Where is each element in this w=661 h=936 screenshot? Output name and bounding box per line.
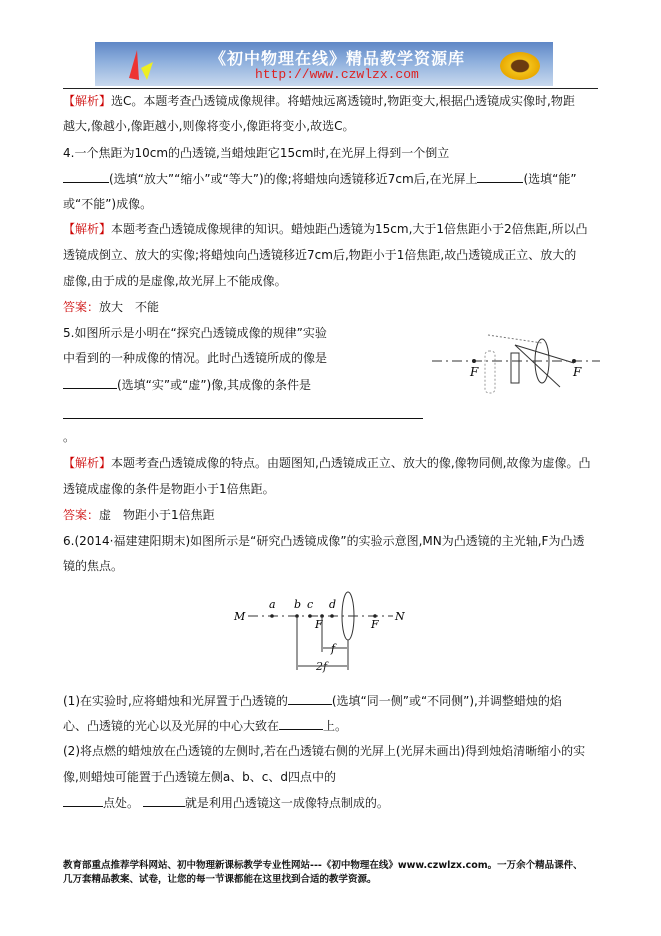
banner-title: 《初中物理在线》精品教学资源库 [210,49,466,68]
q4-text-2b: (选填“能” [523,172,577,186]
focus-label: F [315,618,323,631]
point-b-label: b [294,598,302,611]
footer-line-2: 几万套精品教案、试卷，让您的每一节课都能在这里找到合适的教学资源。 [63,874,377,885]
q5-answer: 虚 物距小于1倍焦距 [99,508,215,522]
analysis-label: 【解析】 [63,456,112,470]
header-banner [95,42,553,86]
q6-axis-diagram [228,590,408,674]
2f-label: 2f [316,660,328,673]
q4-text: 4.一个焦距为10cm的凸透镜,当蜡烛距它15cm时,在光屏上得到一个倒立 [63,146,450,160]
q6-p1-text-d: 上。 [323,719,348,733]
q6-p2-text-c: 点处。 [103,796,140,810]
q6-text-2: 镜的焦点。 [63,559,124,573]
q6-blank-3[interactable] [63,794,103,807]
q6-p1-text: (1)在实验时,应将蜡烛和光屏置于凸透镜的 [63,694,288,708]
q4-text-2: (选填“放大”“缩小”或“等大”)的像;将蜡烛向透镜移近7cm后,在光屏上 [109,172,478,186]
n-label: N [395,610,405,623]
q6-p2-text-b: 像,则蜡烛可能置于凸透镜左侧a、b、c、d四点中的 [63,770,337,784]
q5-analysis-2: 透镜成虚像的条件是物距小于1倍焦距。 [63,482,275,496]
q6-blank-1[interactable] [288,692,332,705]
q6-blank-2[interactable] [279,717,323,730]
q6-p1-text-b: (选填“同一侧”或“不同侧”),并调整蜡烛的焰 [331,694,562,708]
analysis-label: 【解析】 [63,94,112,108]
q6-p2-text-d: 就是利用凸透镜这一成像特点制成的。 [184,796,389,810]
q5-text-3: (选填“实”或“虚”)像,其成像的条件是 [117,378,312,392]
q4-analysis-2: 透镜成倒立、放大的实像;将蜡烛向凸透镜移近7cm后,物距小于1倍焦距,故凸透镜成正立、放大的 [63,248,577,262]
q5-blank-1[interactable] [63,376,117,389]
q5-analysis: 本题考查凸透镜成像的特点。由题图知,凸透镜成正立、放大的像,像物同侧,故像为虚像。凸 [111,456,591,470]
point-a-label: a [269,598,276,611]
footer-line-1: 教育部重点推荐学科网站、初中物理新课标教学专业性网站---《初中物理在线》www.czwlzx.com。一万余个精品课件、 [63,860,583,871]
q4-answer: 放大 不能 [99,300,160,314]
q5-text: 5.如图所示是小明在“探究凸透镜成像的规律”实验 [63,326,327,340]
q5-lens-diagram [432,333,602,397]
q6-text: 6.(2014·福建建阳期末)如图所示是“研究凸透镜成像”的实验示意图,MN为凸透镜的主光轴,F为凸透 [63,534,585,548]
logo-icon [123,48,163,84]
banner-url: http://www.czwlzx.com [255,67,419,82]
q5-period: 。 [63,430,76,444]
analysis-label: 【解析】 [63,222,112,236]
q3-analysis-2: 越大,像越小,像距越小,则像将变小,像距将变小,故选C。 [63,119,355,133]
q4-blank-2[interactable] [477,170,523,183]
focus-label: F [371,618,379,631]
point-c-label: c [307,598,314,611]
q5-text-2: 中看到的一种成像的情况。此时凸透镜所成的像是 [63,351,328,365]
q5-blank-2[interactable] [63,418,423,419]
answer-label: 答案： [63,300,100,314]
q4-text-3: 或“不能”)成像。 [63,197,153,211]
sunflower-image [500,52,540,80]
q6-p1-text-c: 心、凸透镜的光心以及光屏的中心大致在 [63,719,280,733]
answer-label: 答案： [63,508,100,522]
q6-p2-text: (2)将点燃的蜡烛放在凸透镜的左侧时,若在凸透镜右侧的光屏上(光屏未画出)得到烛焰清晰缩小的实 [63,744,586,758]
q3-analysis: 选C。本题考查凸透镜成像规律。将蜡烛远离透镜时,物距变大,根据凸透镜成实像时,物距 [111,94,575,108]
q4-analysis: 本题考查凸透镜成像规律的知识。蜡烛距凸透镜为15cm,大于1倍焦距小于2倍焦距,所以凸 [111,222,588,236]
focus-label: F [470,365,479,379]
q6-blank-4[interactable] [143,794,185,807]
m-label: M [234,610,246,623]
point-d-label: d [329,598,337,611]
q4-blank-1[interactable] [63,170,109,183]
focus-label: F [573,365,582,379]
f-label: f [331,642,336,655]
q4-analysis-3: 虚像,由于成的是虚像,故光屏上不能成像。 [63,274,287,288]
header-rule [63,88,598,89]
